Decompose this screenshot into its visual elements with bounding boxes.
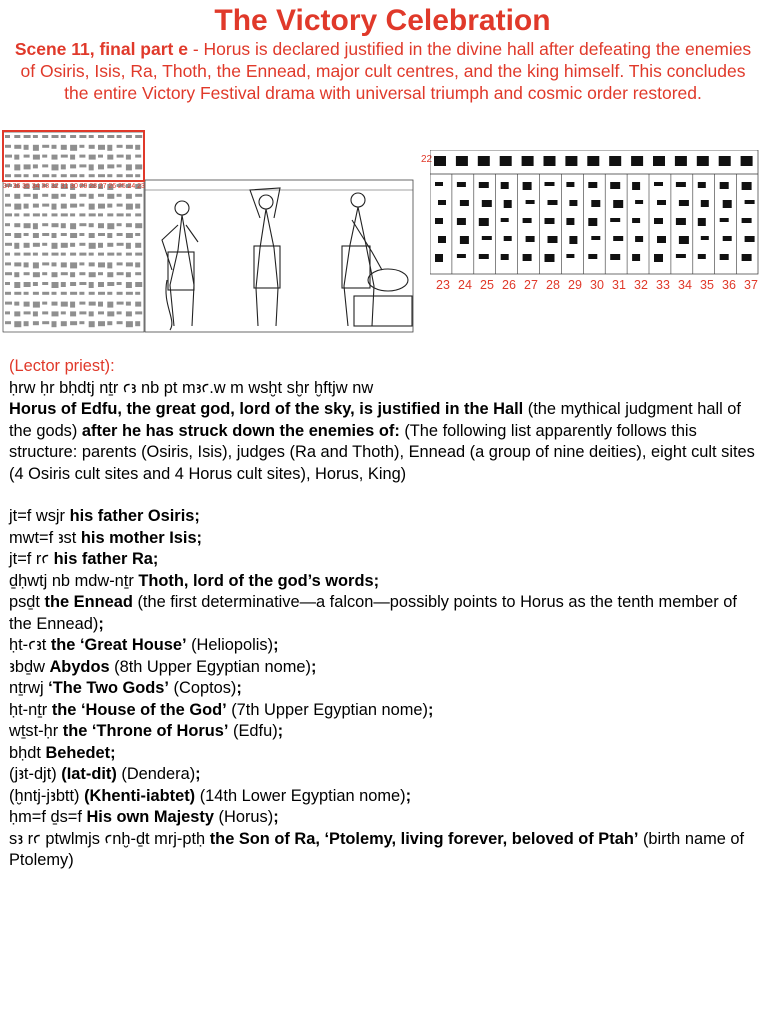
speaker-label: (Lector priest): [9,357,115,375]
list-item [9,786,759,808]
list-item-end: ; [98,614,104,633]
list-item-note: (Horus) [213,808,274,826]
list-item [9,571,759,593]
list-item-transliteration: nṯrwj [9,679,49,697]
hieroglyph-inscription [430,150,760,275]
page-title: The Victory Celebration [214,4,551,37]
list-item [9,700,759,722]
list-item-transliteration: bḥdt [9,743,46,762]
list-item [9,592,759,635]
list-item-translation: ‘The Two Gods’ [48,679,169,697]
list-item-translation: the ‘House of the God’ [51,700,227,719]
intro-note-1: (the mythical judgment hall of the gods) [9,400,741,440]
column-number: 30 [70,183,78,190]
column-number: 23 [137,183,145,190]
column-number: 28 [89,183,97,190]
intro-note-2: (The following list apparently follows this structure: parents (Osiris, Isis), judges (Ra and Thoth), Ennead (a group of nine deities), eight cult sites (4 Osiris cult sites and 4 Horus cult sites), Horus, King) [9,421,755,483]
list-item-note: (Heliopolis) [186,636,274,654]
column-number: 32 [634,278,648,292]
list-item [9,743,759,765]
list-item-transliteration: (jꜣt-djt) [9,765,62,783]
small-column-numbers [3,183,145,192]
list-item [9,721,759,743]
column-numbers [432,278,762,292]
list-item-translation: (Iat-dit) [61,765,117,783]
column-number: 37 [3,183,11,190]
list-item-translation: Thoth, lord of the god’s words; [138,571,380,590]
list-item-transliteration: jt=f wsjr [9,507,70,525]
list-item-transliteration: ḥm=f ḏs=f [9,808,87,826]
list-item-note: (Coptos) [168,679,237,697]
list-item-transliteration: psḏt [9,593,45,611]
list-item-end: ; [195,765,201,783]
list-item-transliteration: ḥt-ꜥꜣt [9,636,51,654]
list-item-transliteration: ḥt-nṯr [9,700,52,719]
list-item [9,807,759,829]
list-item-note: (birth name of Ptolemy) [9,829,745,869]
column-number: 30 [590,278,604,292]
list-item-transliteration: sꜣ rꜥ ptwlmjs ꜥnḫ-ḏt mrj-ptḥ [9,829,210,848]
intro-translation [9,399,759,485]
list-item-transliteration: ḏḥwtj nb mdw-nṯr [9,571,139,590]
scene-label: Scene 11, final part e [14,39,188,59]
list-item-translation: his mother Isis; [80,528,203,547]
intro-bold-2: after he has struck down the enemies of: [81,421,400,440]
list-item-end: ; [428,700,434,719]
list-item [9,678,759,700]
column-number: 29 [79,183,88,190]
column-number: 37 [744,278,758,292]
list-item-note: (8th Upper Egyptian nome) [109,657,311,676]
list-item-translation: his father Ra; [53,550,159,568]
list-item [9,528,759,550]
list-item-transliteration: mwt=f ꜣst [9,528,81,547]
column-number: 29 [568,278,582,292]
list-item-translation: his father Osiris; [69,507,200,525]
list-item [9,549,759,571]
column-number: 27 [524,278,538,292]
list-item-translation: the Son of Ra, ‘Ptolemy, living forever, beloved of Ptah’ [209,829,639,848]
column-number: 23 [436,278,450,292]
column-number: 36 [722,278,736,292]
list-item-transliteration: ꜣbḏw [9,657,50,676]
column-number: 35 [700,278,714,292]
hieroglyph-columns [430,150,760,275]
column-number: 26 [502,278,516,292]
list-item-note: (Edfu) [228,722,278,740]
list-item-note: (Dendera) [116,765,196,783]
scene-description: - Horus is declared justified in the divine hall after defeating the enemies of Osiris, Isis, Ra, Thoth, the Ennead, major cult centres, and the king himself. This concludes the entire Victory Festival drama with universal triumph and cosmic order restored. [20,39,752,103]
column-number: 35 [22,183,30,190]
list-item-translation: the ‘Great House’ [50,636,187,654]
list-item-transliteration: jt=f rꜥ [9,550,54,568]
translation-text [9,356,759,872]
intro-bold-1: Horus of Edfu, the great god, lord of the sky, is justified in the Hall [9,400,524,418]
list-item-note: (the first determinative—a falcon—possibly points to Horus as the tenth member of the Ennead) [9,593,737,633]
list-item-transliteration: (ḫntj-jꜣbtt) [9,786,85,805]
column-number: 31 [60,183,69,190]
enemy-list [9,506,759,872]
column-number: 27 [98,183,107,190]
list-item [9,764,759,786]
list-item [9,506,759,528]
list-item-end: ; [405,786,412,805]
column-number: 25 [480,278,494,292]
list-item-end: ; [236,679,242,697]
column-22-label: 22 [421,154,433,165]
column-number: 25 [117,183,126,190]
column-number: 34 [678,278,692,292]
intro-transliteration: ḥrw ḥr bḥdtj nṯr ꜥꜣ nb pt mꜣꜥ.w m wsḫt sḫr ḫftjw nw [9,378,374,397]
column-number: 32 [50,183,59,190]
list-item-note: (14th Lower Egyptian nome) [195,786,406,805]
scene-summary [8,38,758,104]
list-item [9,635,759,657]
list-item-note: (7th Upper Egyptian nome) [226,700,429,719]
column-number: 24 [127,183,136,190]
list-item-end: ; [310,657,317,676]
column-number: 24 [458,278,472,292]
column-number: 26 [108,183,117,190]
list-item-translation: the ‘Throne of Horus’ [62,722,229,740]
list-item-translation: Behedet; [45,743,116,762]
list-item-translation: (Khenti-iabtet) [84,786,196,805]
list-item-translation: Abydos [49,657,110,676]
column-number: 33 [656,278,670,292]
list-item-transliteration: wṯst-ḥr [9,722,63,740]
list-item [9,657,759,679]
list-item [9,829,759,872]
list-item-translation: the Ennead [44,593,133,611]
list-item-end: ; [273,808,279,826]
list-item-translation: His own Majesty [86,808,214,826]
column-number: 33 [41,183,50,190]
highlighted-columns [2,130,145,182]
list-item-end: ; [273,636,279,654]
column-number: 31 [612,278,626,292]
column-number: 34 [31,183,40,190]
list-item-end: ; [277,722,284,740]
column-number: 28 [546,278,560,292]
column-number: 36 [12,183,21,190]
